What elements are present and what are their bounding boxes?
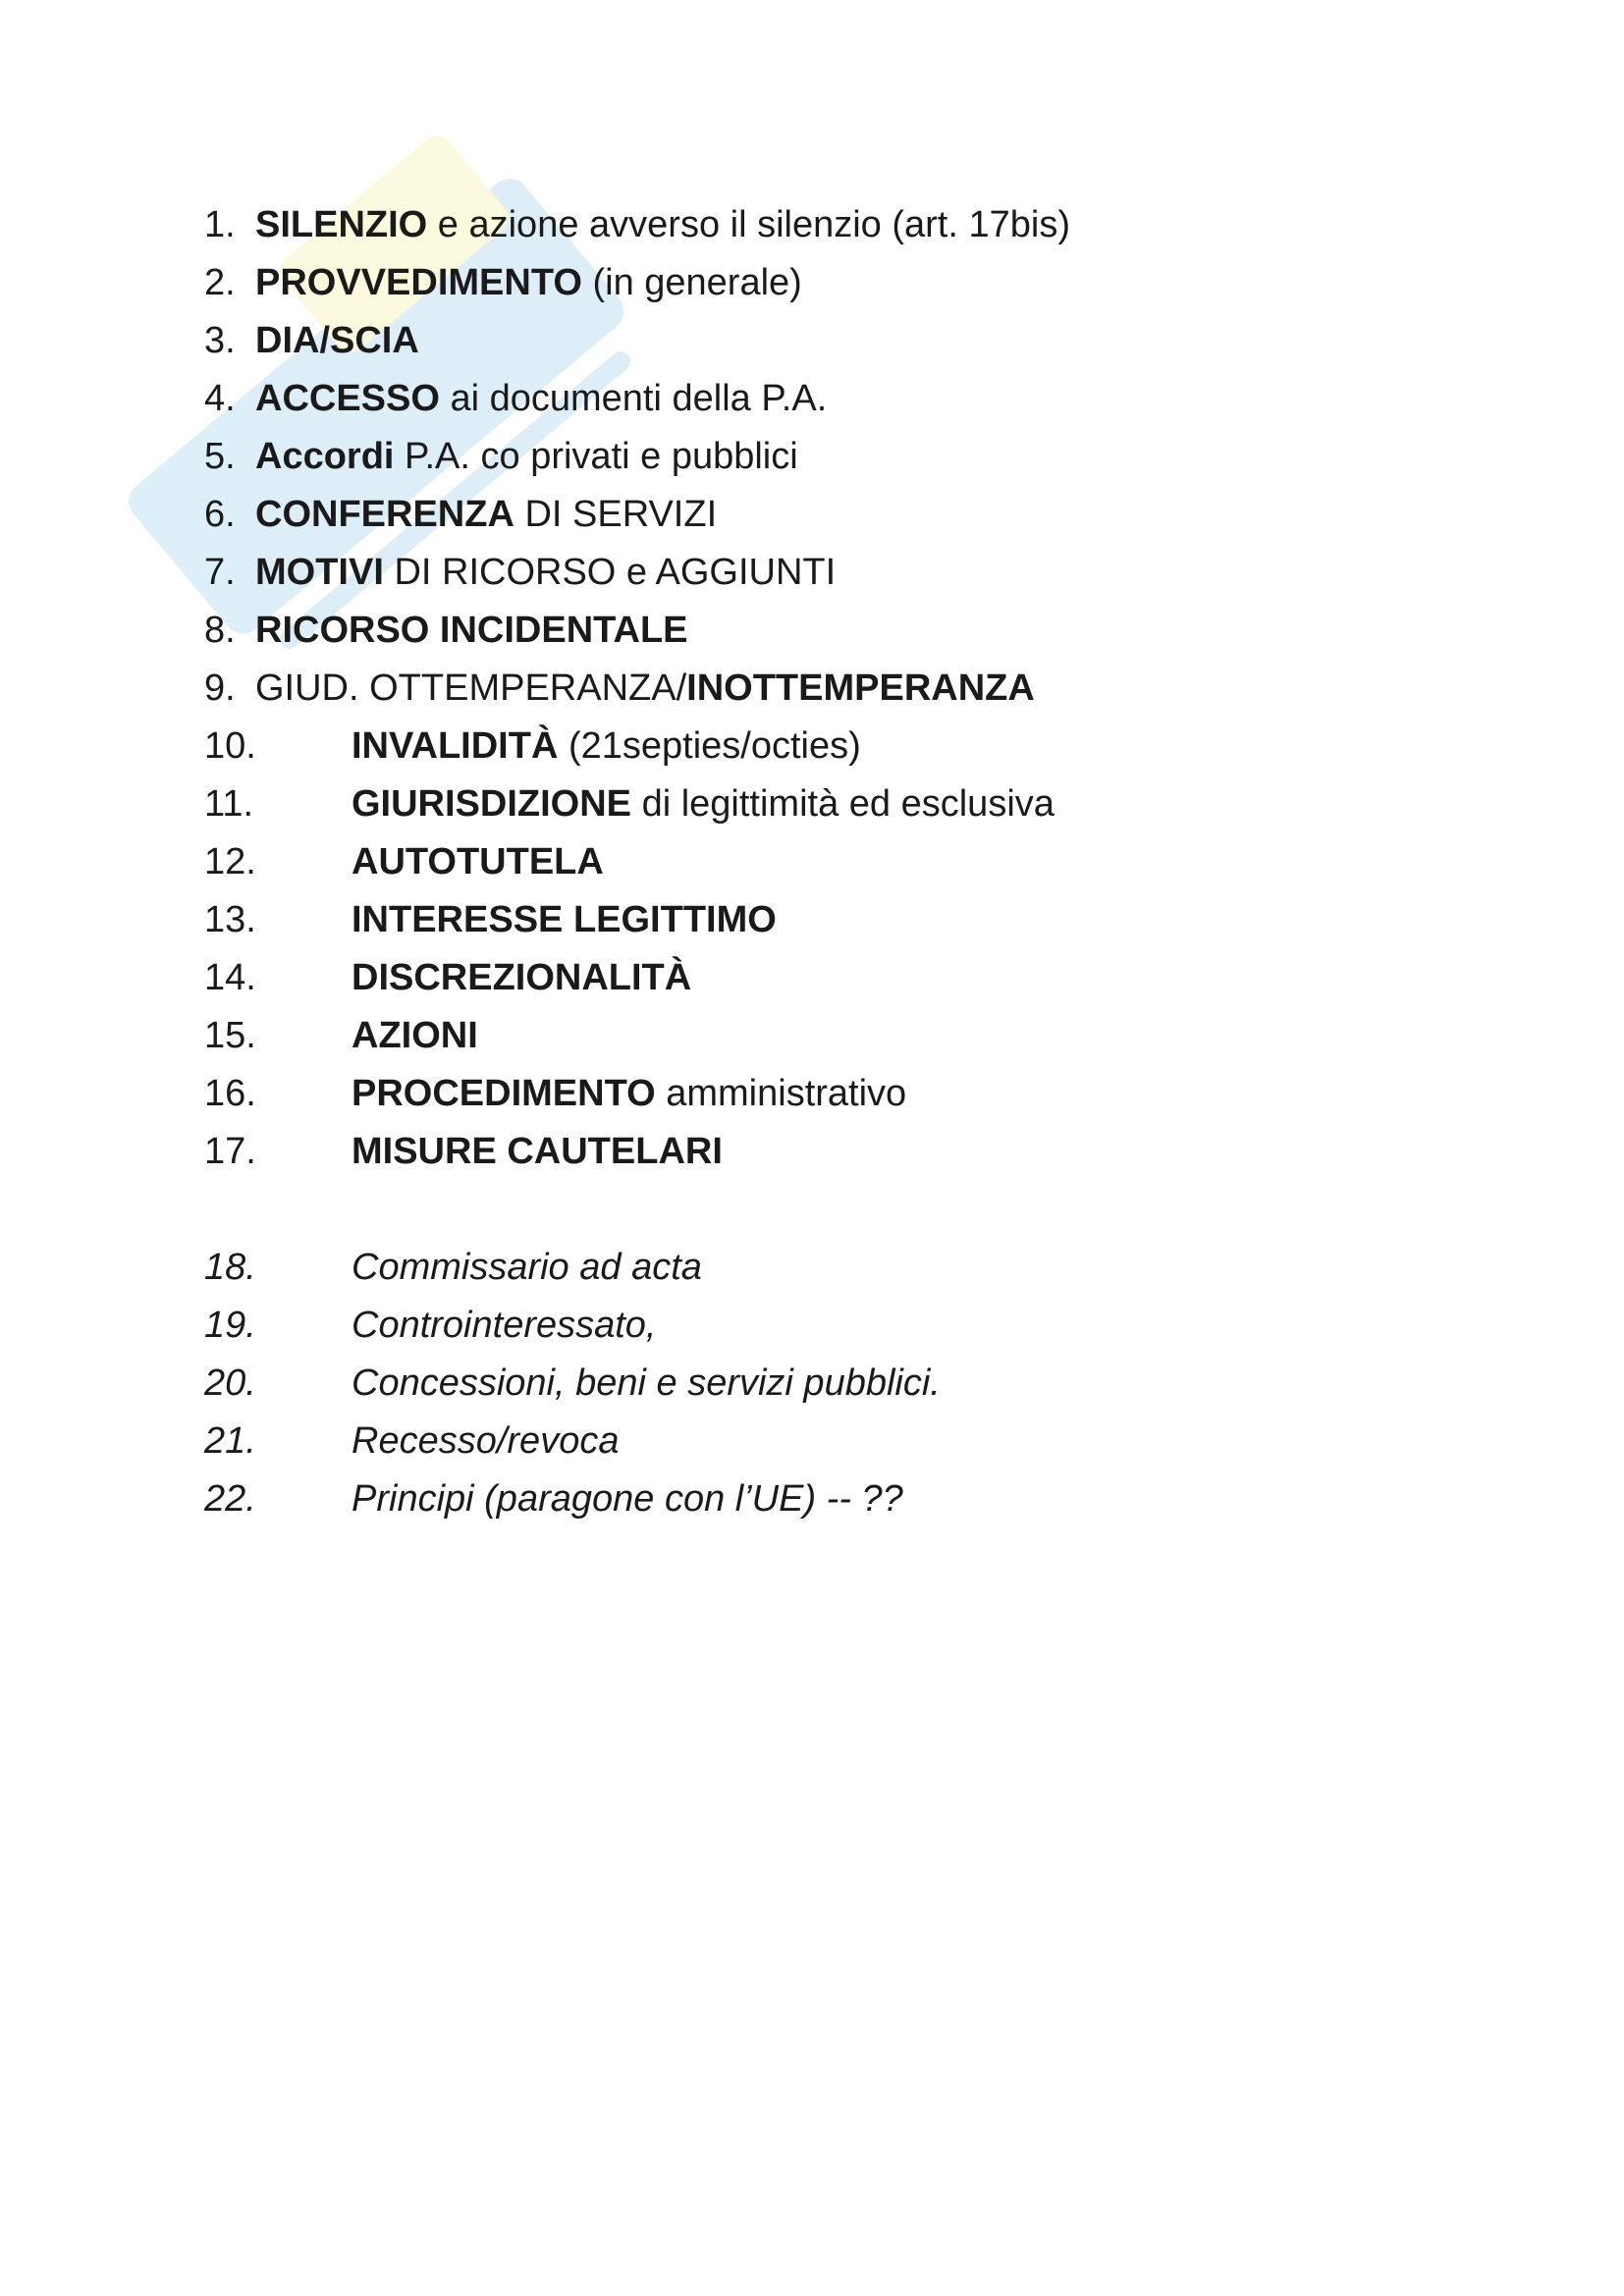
item-description: P.A. co privati e pubblici [394,436,798,477]
list-item [204,1297,1382,1355]
item-prefix: GIUD. OTTEMPERANZA/ [255,667,687,709]
item-text: Commissario ad acta [352,1247,702,1288]
item-keyword: AZIONI [352,1015,478,1056]
item-text [255,660,1035,718]
item-keyword: PROVVEDIMENTO [255,262,582,303]
item-description: DI SERVIZI [514,494,718,535]
item-keyword: SILENZIO [255,204,428,245]
item-number: 10. [204,725,256,767]
item-text [352,718,861,775]
item-number: 20. [204,1362,256,1404]
list-item [204,1007,1382,1065]
item-description: di legittimità ed esclusiva [631,783,1055,825]
item-description: (in generale) [581,262,802,303]
topic-list [204,196,1382,1528]
item-number: 9. [204,667,236,709]
item-keyword: ACCESSO [255,378,440,419]
item-text [352,1123,723,1181]
list-item [204,1123,1382,1181]
item-text [352,1007,478,1065]
list-item [204,544,1382,602]
item-keyword: MISURE CAUTELARI [352,1131,723,1172]
item-text [255,602,688,660]
item-keyword: INVALIDITÀ [352,725,559,767]
item-number: 11. [204,783,254,825]
item-description: (21septies/octies) [558,725,861,767]
item-text [255,312,419,370]
list-item [204,370,1382,428]
item-number: 19. [204,1305,256,1346]
item-text [352,833,604,891]
list-item [204,1065,1382,1123]
list-item [204,428,1382,486]
item-text [352,775,1055,833]
item-number: 13. [204,899,256,940]
item-number: 7. [204,552,236,593]
item-number: 15. [204,1015,256,1056]
item-description: ai documenti della P.A. [439,378,828,419]
item-keyword: DISCREZIONALITÀ [352,957,692,998]
item-text: Controinteressato, [352,1305,657,1346]
item-number: 8. [204,610,236,651]
item-description: amministrativo [655,1073,907,1114]
list-item [204,1239,1382,1297]
list-item [204,949,1382,1007]
item-text [352,949,691,1007]
list-spacer [204,1181,1382,1239]
item-number: 2. [204,262,236,303]
list-item [204,718,1382,775]
list-item [204,1470,1382,1528]
list-item [204,196,1382,254]
list-item [204,660,1382,718]
item-number: 17. [204,1131,256,1172]
item-keyword: INOTTEMPERANZA [686,667,1035,709]
list-item [204,602,1382,660]
item-number: 14. [204,957,256,998]
item-text [255,544,836,602]
item-text [352,891,777,949]
item-text [255,370,827,428]
item-keyword: AUTOTUTELA [352,841,604,882]
item-keyword: RICORSO INCIDENTALE [255,610,688,651]
item-number: 5. [204,436,236,477]
item-number: 4. [204,378,236,419]
item-text [255,196,1070,254]
item-keyword: MOTIVI [255,552,384,593]
item-keyword: GIURISDIZIONE [352,783,632,825]
item-number: 3. [204,320,236,361]
list-item [204,1413,1382,1470]
item-text: Principi (paragone con l’UE) -- ?? [352,1478,903,1520]
list-item [204,486,1382,544]
list-item [204,1355,1382,1413]
item-keyword: CONFERENZA [255,494,514,535]
item-text [255,486,717,544]
list-item [204,254,1382,312]
item-keyword: INTERESSE LEGITTIMO [352,899,777,940]
item-keyword: DIA/SCIA [255,320,419,361]
item-keyword: Accordi [255,436,395,477]
item-number: 22. [204,1478,256,1520]
item-text: Recesso/revoca [352,1420,620,1462]
list-item [204,891,1382,949]
item-number: 18. [204,1247,256,1288]
list-item [204,775,1382,833]
item-number: 6. [204,494,236,535]
item-text [255,254,802,312]
item-text [352,1065,906,1123]
item-text: Concessioni, beni e servizi pubblici. [352,1362,941,1404]
item-number: 16. [204,1073,256,1114]
item-number: 21. [204,1420,256,1462]
item-description: e azione avverso il silenzio (art. 17bis) [427,204,1070,245]
item-keyword: PROCEDIMENTO [352,1073,656,1114]
item-description: DI RICORSO e AGGIUNTI [383,552,837,593]
item-number: 1. [204,204,236,245]
list-item [204,833,1382,891]
list-item [204,312,1382,370]
item-number: 12. [204,841,256,882]
item-text [255,428,798,486]
